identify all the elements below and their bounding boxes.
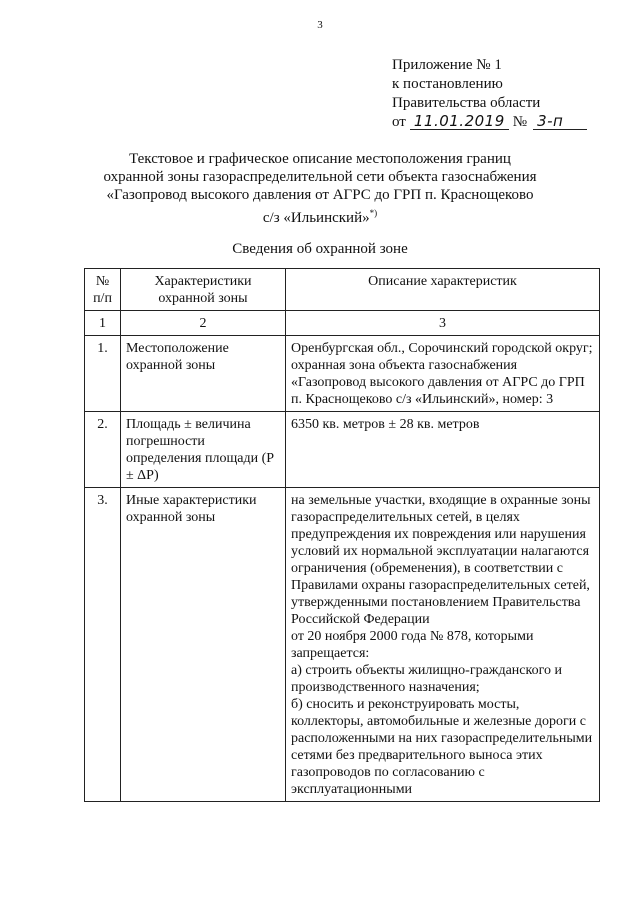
row-characteristic: Иные характеристики охранной зоны (121, 488, 286, 802)
document-title (0, 150, 640, 227)
row-description (286, 488, 600, 802)
handwritten-date: 11.01.2019 (410, 113, 509, 130)
zone-info-table (84, 268, 600, 802)
description-paragraph: на земельные участки, входящие в охранные зоны газораспределительных сетей, в целях предупреждения их повреждения или нарушения условий их нормальной эксплуатации налагаются ограничения (обременения), в соответствии с Правилами охраны газораспределительных сетей, утвержденными постановлением Правительства Российской Федерации (291, 493, 591, 627)
appendix-block (392, 56, 587, 132)
column-index-row (85, 311, 600, 336)
row-num: 1. (85, 336, 121, 412)
appendix-line-2: к постановлению (392, 76, 503, 92)
row-characteristic: Площадь ± величина погрешности определения площади (P ± ΔP) (121, 412, 286, 488)
page-number: 3 (317, 19, 323, 31)
table-row (85, 336, 600, 412)
header-num: № п/п (85, 269, 121, 311)
column-index-1: 1 (85, 311, 121, 336)
description-paragraph: б) сносить и реконструировать мосты, коллекторы, автомобильные и железные дороги с расположенными на них газораспределительными сетями без предварительного выноса этих газопроводов по согласованию с эксплуатационными (291, 697, 593, 797)
description-paragraph: от 20 ноября 2000 года № 878, которыми запрещается: (291, 629, 534, 661)
row-characteristic: Местоположение охранной зоны (121, 336, 286, 412)
title-line-4: с/з «Ильинский» (262, 210, 370, 226)
section-subtitle: Сведения об охранной зоне (232, 241, 408, 257)
column-index-2: 2 (121, 311, 286, 336)
appendix-line-1: Приложение № 1 (392, 57, 502, 73)
appendix-date-line (392, 113, 587, 132)
table-row (85, 412, 600, 488)
header-description: Описание характеристик (286, 269, 600, 311)
from-prefix: от (392, 114, 406, 130)
row-num: 3. (85, 488, 121, 802)
row-num: 2. (85, 412, 121, 488)
title-line-2: охранной зоны газораспределительной сети объекта газоснабжения (103, 169, 537, 185)
title-line-3: «Газопровод высокого давления от АГРС до ГРП п. Краснощеково (106, 187, 534, 203)
footnote-mark: *) (369, 208, 378, 218)
row-description: Оренбургская обл., Сорочинский городской округ; охранная зона объекта газоснабжения «Газопровод высокого давления от АГРС до ГРП п. Краснощеково с/з «Ильинский», номер: 3 (286, 336, 600, 412)
description-paragraph: а) строить объекты жилищно-гражданского и производственного назначения; (291, 663, 562, 695)
number-sign: № (512, 114, 528, 130)
title-line-1: Текстовое и графическое описание местоположения границ (129, 151, 511, 167)
appendix-line-3: Правительства области (392, 95, 541, 111)
title-line-4-wrap (0, 204, 640, 227)
header-characteristics: Характеристики охранной зоны (121, 269, 286, 311)
handwritten-number: 3-п (533, 113, 587, 130)
row-description: 6350 кв. метров ± 28 кв. метров (286, 412, 600, 488)
table-header-row (85, 269, 600, 311)
table-row (85, 488, 600, 802)
column-index-3: 3 (286, 311, 600, 336)
